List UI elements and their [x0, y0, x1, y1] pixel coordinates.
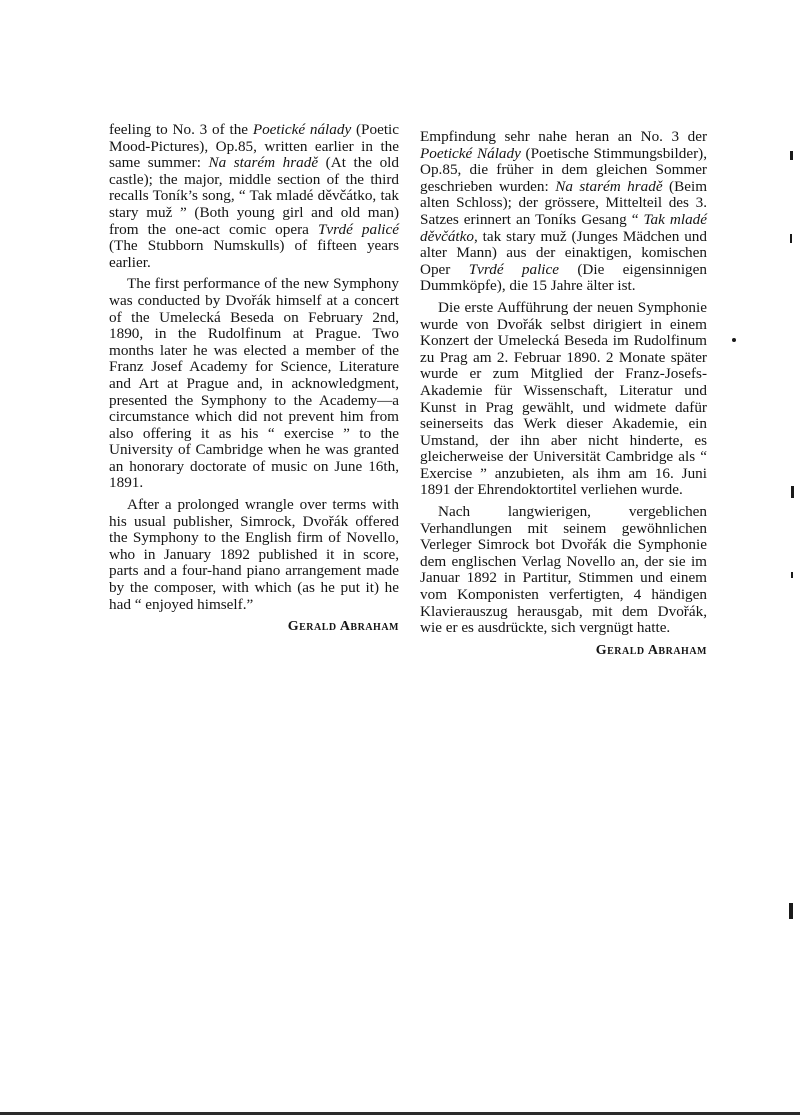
- scan-mark-4: [791, 486, 794, 498]
- german-p1-italic-title-2: Na starém hradě: [555, 177, 663, 195]
- scan-mark-6: [789, 903, 793, 919]
- german-column: [420, 129, 707, 659]
- english-p1-text-4: (The Stubborn Numskulls) of fifteen years earlier.: [109, 237, 399, 271]
- english-signature: Gerald Abraham: [287, 619, 399, 635]
- english-p1-italic-title-2: Na starém hradě: [208, 154, 319, 172]
- english-p1-text-1: feeling to No. 3 of the: [109, 121, 253, 138]
- german-p1-text-4: , tak stary muž (Junges Mädchen und alter Mann) aus der einaktigen, komischen Oper: [420, 227, 707, 278]
- english-paragraph-3: After a prolonged wrangle over terms with his usual publisher, Simrock, Dvořák offered the Symphony to the English firm of Novello, who in January 1892 published it in score, parts and a four-hand piano arrangement made by the composer, with which (as he put it) he had “ enjoyed himself.”: [109, 496, 399, 613]
- english-column: [109, 122, 399, 636]
- german-paragraph-1: [420, 129, 707, 295]
- english-paragraph-1: [109, 122, 399, 271]
- german-p1-text-5: (Die eigensinnigen Dummköpfe), die 15 Jahre älter ist.: [420, 260, 707, 295]
- german-paragraph-3: Nach langwierigen, vergeblichen Verhandlungen mit seinem gewöhnlichen Verleger Simrock bot Dvořák die Symphonie dem englischen Verlag Novello an, der sie im Januar 1892 in Partitur, Stimmen und einem vom Komponisten verfertigten, 4 händigen Klavierauszug herausgab, mit dem Dvořák, wie er es ausdrückte, sich vergnügt hatte.: [420, 503, 707, 637]
- german-paragraph-2: Die erste Aufführung der neuen Symphonie wurde von Dvořák selbst dirigiert in einem Konzert der Umelecká Beseda im Rudolfinum zu Prag am 2. Februar 1890. 2 Monate später wurde er zum Mitglied der Franz-Josefs-Akademie für Wissenschaft, Literatur und Kunst in Prag gewählt, und widmete dafür seinerseits das Werk dieser Akademie, ein Umstand, der ihn aber nicht hinderte, es gleicherweise der Universität Cambridge als “ Exercise ” anzubieten, als ihm am 16. Juni 1891 der Ehrendoktortitel verliehen wurde.: [420, 298, 707, 499]
- german-p1-italic-title-3: Tak mladé děvčátko: [420, 210, 707, 245]
- scan-mark-3: [732, 338, 736, 342]
- german-p1-italic-title-1: Poetické Nálady: [420, 144, 521, 162]
- scan-mark-2: [790, 234, 792, 243]
- german-p1-text-3: (Beim alten Schloss); der grössere, Mittelteil des 3. Satzes erinnert an Toníks Gesang “: [420, 177, 708, 228]
- scan-mark-1: [790, 151, 793, 160]
- scan-mark-5: [791, 572, 793, 578]
- german-signature: Gerald Abraham: [595, 642, 707, 658]
- german-p1-italic-title-4: Tvrdé palice: [468, 260, 559, 278]
- scan-bottom-edge: [0, 1112, 800, 1115]
- german-p1-text-2: (Poetische Stimmungsbilder), Op.85, die früher in dem gleichen Sommer geschrieben wurden:: [420, 144, 707, 195]
- english-p1-text-2: (Poetic Mood-Pictures), Op.85, written earlier in the same summer:: [109, 121, 399, 172]
- english-p1-text-3: (At the old castle); the major, middle section of the third recalls Toník’s song, “ Tak mladé děvčátko, tak stary muž ” (Both young girl and old man) from the one-act comic opera: [109, 154, 399, 238]
- english-p1-italic-title-3: Tvrdé palicé: [317, 220, 399, 238]
- german-p1-text-1: Empfindung sehr nahe heran an No. 3 der: [420, 128, 707, 145]
- english-paragraph-2: The first performance of the new Symphony was conducted by Dvořák himself at a concert of the Umelecká Beseda on February 2nd, 1890, in the Rudolfinum at Prague. Two months later he was elected a member of the Franz Josef Academy for Science, Literature and Art at Prague and, in acknowledgment, presented the Symphony to the Academy—a circumstance which did not prevent him from also offering it as his “ exercise ” to the University of Cambridge when he was granted an honorary doctorate of music on June 16th, 1891.: [109, 275, 399, 492]
- english-p1-italic-title-1: Poetické nálady: [252, 121, 352, 138]
